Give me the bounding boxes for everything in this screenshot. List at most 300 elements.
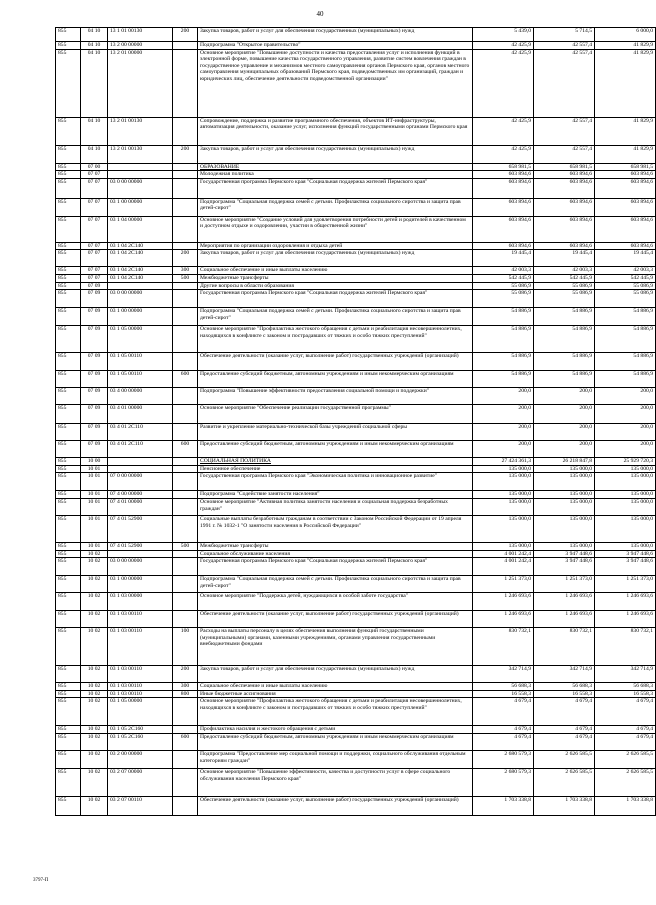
item-name-cell: Предоставление субсидий бюджетным, автономным учреждениям и иным некоммерческим организациям	[198, 441, 473, 458]
table-row	[56, 282, 656, 290]
expense-type-cell	[173, 750, 198, 768]
value-2018-cell: 200,0	[473, 405, 534, 424]
org-code-cell: 855	[56, 465, 81, 473]
section-code-cell: 10 02	[81, 768, 108, 796]
section-code-cell: 10 02	[81, 750, 108, 768]
table-row	[56, 267, 656, 275]
section-code-cell: 04 10	[81, 42, 108, 50]
value-2019-cell: 135 000,0	[534, 542, 595, 550]
expense-type-cell	[173, 117, 198, 145]
expense-type-cell	[173, 282, 198, 290]
org-code-cell: 855	[56, 576, 81, 593]
table-row	[56, 117, 656, 145]
value-2020-cell: 135 000,0	[595, 542, 656, 550]
expense-type-cell: 600	[173, 733, 198, 750]
value-2019-cell: 2 626 585,5	[534, 750, 595, 768]
budget-table	[55, 27, 656, 816]
value-2019-cell: 1 251 373,0	[534, 576, 595, 593]
value-2019-cell: 135 000,0	[534, 465, 595, 473]
target-code-cell: 03 1 03 00110	[108, 683, 173, 691]
value-2018-cell: 54 886,9	[473, 308, 534, 326]
value-2018-cell: 4 001 242,4	[473, 558, 534, 576]
org-code-cell: 855	[56, 733, 81, 750]
value-2018-cell: 4 679,4	[473, 733, 534, 750]
org-code-cell: 855	[56, 441, 81, 458]
item-name-cell: Иные бюджетные ассигнования	[198, 690, 473, 698]
org-code-cell: 855	[56, 42, 81, 50]
value-2018-cell: 4 679,4	[473, 698, 534, 726]
item-name-cell: Межбюджетные трансферты	[198, 542, 473, 550]
table-row	[56, 593, 656, 611]
section-code-cell: 07 09	[81, 282, 108, 290]
section-code-cell: 10 02	[81, 576, 108, 593]
value-2019-cell: 55 086,9	[534, 282, 595, 290]
org-code-cell: 855	[56, 282, 81, 290]
value-2020-cell: 200,0	[595, 405, 656, 424]
value-2018-cell: 42 425,9	[473, 42, 534, 50]
expense-type-cell	[173, 491, 198, 499]
value-2020-cell: 2 626 585,5	[595, 750, 656, 768]
section-code-cell: 07 07	[81, 178, 108, 198]
value-2020-cell: 4 679,4	[595, 726, 656, 734]
table-row	[56, 473, 656, 491]
value-2020-cell: 135 000,0	[595, 491, 656, 499]
expense-type-cell	[173, 424, 198, 441]
expense-type-cell	[173, 465, 198, 473]
expense-type-cell	[173, 768, 198, 796]
value-2018-cell: 603 894,6	[473, 178, 534, 198]
value-2019-cell: 1 246 693,6	[534, 593, 595, 611]
target-code-cell: 03 1 04 2С140	[108, 274, 173, 282]
expense-type-cell	[173, 290, 198, 308]
item-name-cell: Подпрограмма "Открытое правительство"	[198, 42, 473, 50]
section-code-cell: 10 01	[81, 515, 108, 542]
item-name-cell: Подпрограмма "Социальная поддержка семей с детьми. Профилактика социального сиротства и защита прав детей-сирот"	[198, 576, 473, 593]
expense-type-cell: 200	[173, 28, 198, 42]
value-2019-cell: 42 557,4	[534, 49, 595, 117]
item-name-cell: Мероприятия по организации оздоровления и отдыха детей	[198, 242, 473, 250]
org-code-cell: 855	[56, 290, 81, 308]
value-2019-cell: 54 886,9	[534, 353, 595, 371]
value-2020-cell: 54 886,9	[595, 326, 656, 353]
org-code-cell: 855	[56, 491, 81, 499]
org-code-cell: 855	[56, 28, 81, 42]
value-2020-cell: 603 894,6	[595, 216, 656, 242]
value-2020-cell: 1 246 693,6	[595, 611, 656, 628]
item-name-cell: Молодежная политика	[198, 171, 473, 179]
section-code-cell: 10 02	[81, 733, 108, 750]
section-code-cell: 04 10	[81, 145, 108, 163]
value-2019-cell: 19 445,4	[534, 250, 595, 267]
target-code-cell: 13 1 01 00130	[108, 28, 173, 42]
value-2018-cell: 54 886,9	[473, 353, 534, 371]
target-code-cell: 03 1 05 00110	[108, 371, 173, 388]
org-code-cell: 855	[56, 250, 81, 267]
section-code-cell: 10 02	[81, 628, 108, 666]
expense-type-cell	[173, 726, 198, 734]
table-row	[56, 683, 656, 691]
value-2020-cell: 542 445,9	[595, 274, 656, 282]
org-code-cell: 855	[56, 388, 81, 405]
value-2018-cell: 4 679,4	[473, 726, 534, 734]
value-2020-cell: 41 829,9	[595, 42, 656, 50]
value-2019-cell: 3 947 448,6	[534, 558, 595, 576]
section-code-cell: 04 10	[81, 28, 108, 42]
value-2018-cell: 135 000,0	[473, 515, 534, 542]
target-code-cell: 13 2 01 00130	[108, 145, 173, 163]
value-2019-cell: 4 679,4	[534, 726, 595, 734]
value-2020-cell: 42 003,3	[595, 267, 656, 275]
org-code-cell: 855	[56, 458, 81, 466]
expense-type-cell	[173, 473, 198, 491]
item-name-cell: Предоставление субсидий бюджетным, автономным учреждениям и иным некоммерческим организациям	[198, 371, 473, 388]
table-row	[56, 465, 656, 473]
value-2020-cell: 830 732,1	[595, 628, 656, 666]
org-code-cell: 855	[56, 353, 81, 371]
expense-type-cell	[173, 550, 198, 558]
item-name-cell: Закупка товаров, работ и услуг для обеспечения государственных (муниципальных) нужд	[198, 666, 473, 683]
value-2018-cell: 603 894,6	[473, 198, 534, 216]
table-row	[56, 498, 656, 515]
value-2018-cell: 200,0	[473, 388, 534, 405]
table-row	[56, 550, 656, 558]
value-2018-cell: 342 714,9	[473, 666, 534, 683]
value-2019-cell: 542 445,9	[534, 274, 595, 282]
value-2019-cell: 135 000,0	[534, 498, 595, 515]
value-2019-cell: 42 003,3	[534, 267, 595, 275]
value-2020-cell: 603 894,6	[595, 178, 656, 198]
expense-type-cell	[173, 198, 198, 216]
table-row	[56, 424, 656, 441]
table-row	[56, 198, 656, 216]
item-name-cell: Государственная программа Пермского края "Социальная поддержка жителей Пермского края"	[198, 178, 473, 198]
item-name-cell: Государственная программа Пермского края "Социальная поддержка жителей Пермского края"	[198, 290, 473, 308]
value-2020-cell: 3 947 448,6	[595, 558, 656, 576]
expense-type-cell: 200	[173, 145, 198, 163]
expense-type-cell	[173, 49, 198, 117]
value-2018-cell: 5 439,0	[473, 28, 534, 42]
table-row	[56, 42, 656, 50]
table-row	[56, 171, 656, 179]
expense-type-cell: 500	[173, 274, 198, 282]
value-2018-cell: 27 424 361,3	[473, 458, 534, 466]
target-code-cell: 13 2 00 00000	[108, 42, 173, 50]
org-code-cell: 855	[56, 550, 81, 558]
section-code-cell: 07 09	[81, 388, 108, 405]
value-2019-cell: 4 679,4	[534, 733, 595, 750]
org-code-cell: 855	[56, 698, 81, 726]
target-code-cell: 03 1 04 2С140	[108, 250, 173, 267]
org-code-cell: 855	[56, 424, 81, 441]
value-2019-cell: 200,0	[534, 405, 595, 424]
value-2018-cell: 4 001 242,4	[473, 550, 534, 558]
value-2019-cell: 200,0	[534, 424, 595, 441]
expense-type-cell	[173, 388, 198, 405]
value-2018-cell: 135 000,0	[473, 465, 534, 473]
section-code-cell: 10 02	[81, 683, 108, 691]
table-row	[56, 491, 656, 499]
value-2018-cell: 603 894,6	[473, 216, 534, 242]
target-code-cell: 03 0 00 00000	[108, 178, 173, 198]
org-code-cell: 855	[56, 117, 81, 145]
item-name-cell: Подпрограмма "Социальная поддержка семей с детьми. Профилактика социального сиротства и защита прав детей-сирот"	[198, 198, 473, 216]
value-2020-cell: 2 626 585,5	[595, 768, 656, 796]
org-code-cell: 855	[56, 49, 81, 117]
table-row	[56, 49, 656, 117]
expense-type-cell	[173, 163, 198, 171]
item-name-cell: Профилактика насилия и жестокого обращения с детьми	[198, 726, 473, 734]
value-2019-cell: 603 894,6	[534, 198, 595, 216]
org-code-cell: 855	[56, 628, 81, 666]
item-name-cell: Закупка товаров, работ и услуг для обеспечения государственных (муниципальных) нужд	[198, 250, 473, 267]
target-code-cell	[108, 282, 173, 290]
target-code-cell: 03 1 05 00000	[108, 326, 173, 353]
value-2020-cell: 6 000,0	[595, 28, 656, 42]
target-code-cell: 03 4 01 00000	[108, 405, 173, 424]
org-code-cell: 855	[56, 198, 81, 216]
value-2018-cell: 42 425,9	[473, 49, 534, 117]
table-row	[56, 558, 656, 576]
value-2019-cell: 42 557,4	[534, 42, 595, 50]
table-row	[56, 371, 656, 388]
target-code-cell: 03 1 05 2С160	[108, 726, 173, 734]
value-2018-cell: 135 000,0	[473, 498, 534, 515]
target-code-cell	[108, 163, 173, 171]
target-code-cell: 03 0 00 00000	[108, 558, 173, 576]
value-2020-cell: 603 894,6	[595, 171, 656, 179]
footer-code: 3797-П	[33, 878, 49, 883]
target-code-cell: 03 1 04 00000	[108, 216, 173, 242]
item-name-cell: Предоставление субсидий бюджетным, автономным учреждениям и иным некоммерческим организациям	[198, 733, 473, 750]
value-2020-cell: 658 981,5	[595, 163, 656, 171]
org-code-cell: 855	[56, 171, 81, 179]
value-2019-cell: 5 714,5	[534, 28, 595, 42]
target-code-cell	[108, 171, 173, 179]
org-code-cell: 855	[56, 796, 81, 815]
item-name-cell: Государственная программа Пермского края "Социальная поддержка жителей Пермского края"	[198, 558, 473, 576]
target-code-cell: 03 1 05 00000	[108, 698, 173, 726]
target-code-cell: 03 1 03 00110	[108, 690, 173, 698]
expense-type-cell: 500	[173, 542, 198, 550]
table-row	[56, 178, 656, 198]
item-name-cell: Развитие и укрепление материально-технической базы учреждений социальной сферы	[198, 424, 473, 441]
target-code-cell: 03 4 00 00000	[108, 388, 173, 405]
value-2020-cell: 1 251 373,0	[595, 576, 656, 593]
org-code-cell: 855	[56, 216, 81, 242]
table-row	[56, 353, 656, 371]
value-2018-cell: 603 894,6	[473, 171, 534, 179]
value-2019-cell: 42 557,4	[534, 145, 595, 163]
org-code-cell: 855	[56, 405, 81, 424]
org-code-cell: 855	[56, 326, 81, 353]
item-name-cell: Подпрограмма "Содействие занятости населения"	[198, 491, 473, 499]
section-code-cell: 07 09	[81, 308, 108, 326]
value-2018-cell: 1 246 693,6	[473, 593, 534, 611]
value-2019-cell: 16 558,3	[534, 690, 595, 698]
item-name-cell: Расходы на выплаты персоналу в целях обеспечения выполнения функций государственными (муниципальными) органами, казенными учреждениями, органами управления государственными внебюджетными фондами	[198, 628, 473, 666]
item-name-cell: Основное мероприятие "Активная политика занятости населения и социальная поддержка безработных граждан"	[198, 498, 473, 515]
section-code-cell: 07 09	[81, 405, 108, 424]
target-code-cell	[108, 550, 173, 558]
section-code-cell: 07 09	[81, 290, 108, 308]
org-code-cell: 855	[56, 750, 81, 768]
table-row	[56, 388, 656, 405]
section-code-cell: 10 00	[81, 458, 108, 466]
org-code-cell: 855	[56, 690, 81, 698]
table-row	[56, 628, 656, 666]
org-code-cell: 855	[56, 611, 81, 628]
value-2020-cell: 55 086,9	[595, 290, 656, 308]
item-name-cell: Основное мероприятие "Профилактика жестокого обращения с детьми и реабилитация несовершеннолетних, находящихся в конфликте с законом и пострадавших от тяжких и особо тяжких преступлений"	[198, 698, 473, 726]
section-code-cell: 10 02	[81, 726, 108, 734]
value-2020-cell: 41 829,9	[595, 49, 656, 117]
expense-type-cell	[173, 242, 198, 250]
org-code-cell: 855	[56, 498, 81, 515]
item-name-cell: Социальное обеспечение и иные выплаты населению	[198, 683, 473, 691]
value-2020-cell: 4 679,4	[595, 733, 656, 750]
value-2019-cell: 200,0	[534, 388, 595, 405]
value-2020-cell: 55 086,9	[595, 282, 656, 290]
value-2020-cell: 1 703 338,8	[595, 796, 656, 815]
value-2019-cell: 56 688,3	[534, 683, 595, 691]
item-name-cell: Государственная программа Пермского края "Экономическая политика и инновационное развитие"	[198, 473, 473, 491]
org-code-cell: 855	[56, 726, 81, 734]
value-2020-cell: 135 000,0	[595, 465, 656, 473]
value-2020-cell: 54 886,9	[595, 371, 656, 388]
expense-type-cell	[173, 326, 198, 353]
org-code-cell: 855	[56, 683, 81, 691]
value-2019-cell: 603 894,6	[534, 171, 595, 179]
target-code-cell: 03 1 00 00000	[108, 198, 173, 216]
value-2019-cell: 135 000,0	[534, 473, 595, 491]
value-2020-cell: 603 894,6	[595, 242, 656, 250]
org-code-cell: 855	[56, 242, 81, 250]
target-code-cell: 03 4 01 2С110	[108, 424, 173, 441]
table-row	[56, 726, 656, 734]
section-code-cell: 07 07	[81, 171, 108, 179]
table-row	[56, 458, 656, 466]
value-2020-cell: 135 000,0	[595, 473, 656, 491]
table-row	[56, 250, 656, 267]
target-code-cell: 07 4 01 00000	[108, 498, 173, 515]
section-code-cell: 07 07	[81, 242, 108, 250]
value-2018-cell: 200,0	[473, 424, 534, 441]
value-2020-cell: 16 558,3	[595, 690, 656, 698]
table-row	[56, 611, 656, 628]
item-name-cell: Пенсионное обеспечение	[198, 465, 473, 473]
item-name-cell: Социальные выплаты безработным гражданам в соответствии с Законом Российской Федерации от 19 апреля 1991 г. № 1032-1 "О занятости населения в Российской Федерации"	[198, 515, 473, 542]
expense-type-cell	[173, 171, 198, 179]
table-row	[56, 698, 656, 726]
expense-type-cell: 300	[173, 267, 198, 275]
expense-type-cell	[173, 558, 198, 576]
section-code-cell: 07 07	[81, 250, 108, 267]
value-2019-cell: 54 886,9	[534, 326, 595, 353]
value-2020-cell: 25 929 720,3	[595, 458, 656, 466]
expense-type-cell	[173, 498, 198, 515]
value-2018-cell: 658 981,5	[473, 163, 534, 171]
item-name-cell: Подпрограмма "Предоставление мер социальной помощи и поддержки, социального обслуживания отдельным категориям граждан"	[198, 750, 473, 768]
item-name-cell: Подпрограмма "Социальная поддержка семей с детьми. Профилактика социального сиротства и защита прав детей-сирот"	[198, 308, 473, 326]
item-name-cell: Социальное обслуживание населения	[198, 550, 473, 558]
value-2019-cell: 55 086,9	[534, 290, 595, 308]
target-code-cell: 03 2 00 00000	[108, 750, 173, 768]
expense-type-cell: 200	[173, 666, 198, 683]
value-2018-cell: 135 000,0	[473, 542, 534, 550]
section-code-cell: 10 02	[81, 611, 108, 628]
expense-type-cell: 200	[173, 250, 198, 267]
target-code-cell: 03 1 05 2С160	[108, 733, 173, 750]
table-row	[56, 768, 656, 796]
table-row	[56, 242, 656, 250]
item-name-cell: ОБРАЗОВАНИЕ	[198, 163, 473, 171]
value-2020-cell: 54 886,9	[595, 308, 656, 326]
value-2018-cell: 1 251 373,0	[473, 576, 534, 593]
expense-type-cell	[173, 611, 198, 628]
expense-type-cell	[173, 698, 198, 726]
value-2018-cell: 1 703 338,8	[473, 796, 534, 815]
section-code-cell: 07 09	[81, 326, 108, 353]
table-row	[56, 308, 656, 326]
expense-type-cell: 100	[173, 628, 198, 666]
section-code-cell: 10 01	[81, 498, 108, 515]
org-code-cell: 855	[56, 593, 81, 611]
value-2020-cell: 4 679,4	[595, 698, 656, 726]
value-2019-cell: 1 246 693,6	[534, 611, 595, 628]
value-2019-cell: 603 894,6	[534, 242, 595, 250]
item-name-cell: Обеспечение деятельности (оказание услуг, выполнение работ) государственных учреждений (организаций)	[198, 611, 473, 628]
target-code-cell: 03 1 00 00000	[108, 576, 173, 593]
value-2019-cell: 135 000,0	[534, 491, 595, 499]
org-code-cell: 855	[56, 145, 81, 163]
section-code-cell: 07 09	[81, 353, 108, 371]
value-2018-cell: 54 886,9	[473, 371, 534, 388]
table-row	[56, 515, 656, 542]
expense-type-cell	[173, 458, 198, 466]
value-2020-cell: 135 000,0	[595, 498, 656, 515]
target-code-cell: 07 4 01 52900	[108, 542, 173, 550]
org-code-cell: 855	[56, 371, 81, 388]
item-name-cell: Основное мероприятие "Поддержка детей, нуждающихся в особой заботе государства"	[198, 593, 473, 611]
target-code-cell: 07 4 01 52900	[108, 515, 173, 542]
item-name-cell: Закупка товаров, работ и услуг для обеспечения государственных (муниципальных) нужд	[198, 145, 473, 163]
target-code-cell: 03 1 03 00110	[108, 611, 173, 628]
table-row	[56, 666, 656, 683]
value-2018-cell: 42 425,9	[473, 117, 534, 145]
value-2018-cell: 135 000,0	[473, 491, 534, 499]
page-number: 40	[316, 10, 324, 18]
org-code-cell: 855	[56, 473, 81, 491]
section-code-cell: 10 02	[81, 666, 108, 683]
expense-type-cell	[173, 796, 198, 815]
table-row	[56, 274, 656, 282]
expense-type-cell: 300	[173, 683, 198, 691]
org-code-cell: 855	[56, 558, 81, 576]
section-code-cell: 07 09	[81, 424, 108, 441]
expense-type-cell	[173, 405, 198, 424]
target-code-cell: 03 1 04 2С140	[108, 267, 173, 275]
org-code-cell: 855	[56, 267, 81, 275]
item-name-cell: Социальное обеспечение и иные выплаты населению	[198, 267, 473, 275]
item-name-cell: Обеспечение деятельности (оказание услуг, выполнение работ) государственных учреждений (организаций)	[198, 353, 473, 371]
value-2019-cell: 54 886,9	[534, 371, 595, 388]
section-code-cell: 07 07	[81, 267, 108, 275]
table-row	[56, 163, 656, 171]
table-row	[56, 733, 656, 750]
value-2020-cell: 41 829,9	[595, 145, 656, 163]
value-2018-cell: 1 246 693,6	[473, 611, 534, 628]
section-code-cell: 10 02	[81, 796, 108, 815]
